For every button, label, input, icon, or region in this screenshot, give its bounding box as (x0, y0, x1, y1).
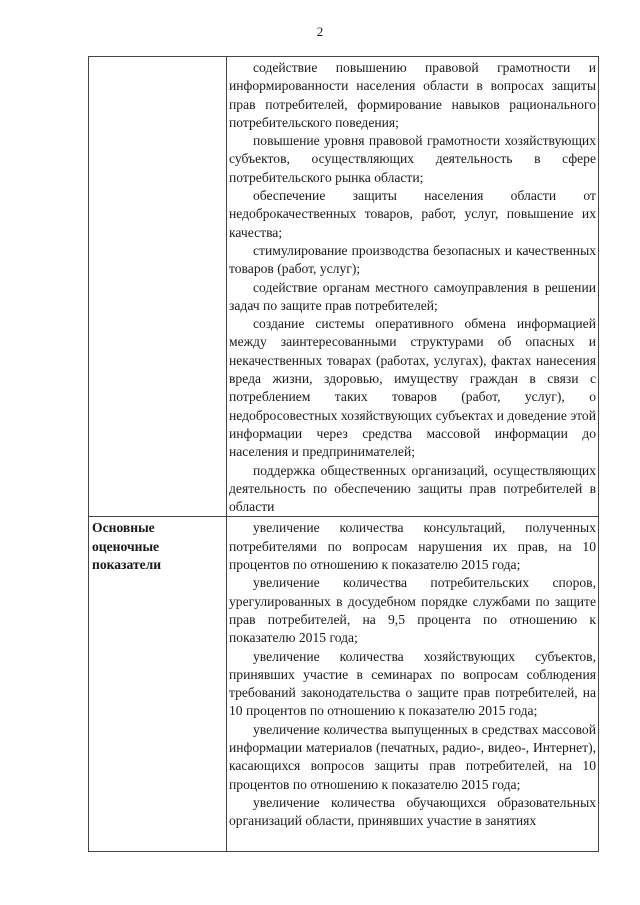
goals-row (89, 57, 599, 517)
goals-content-cell (227, 57, 599, 517)
goal-paragraph: содействие повышению правовой грамотности и информированности населения области в вопросах защиты прав потребителей, формирование навыков рационального потребительского поведения; (229, 60, 596, 130)
indicators-label (89, 517, 226, 574)
indicators-label-line: показатели (92, 557, 162, 573)
goal-paragraph: повышение уровня правовой грамотности хозяйствующих субъектов, осуществляющих деятельность в сфере потребительского рынка области; (229, 133, 596, 185)
goal-paragraph: стимулирование производства безопасных и качественных товаров (работ, услуг); (229, 242, 596, 277)
program-passport-table (88, 56, 599, 852)
indicators-row (89, 517, 599, 852)
goals-label-cell (89, 57, 227, 517)
indicator-paragraph: увеличение количества потребительских споров, урегулированных в досудебном порядке службами по защите прав потребителей, на 9,5 процента по отношению к показателю 2015 года; (229, 575, 596, 646)
indicator-paragraph: увеличение количества консультаций, полученных потребителями по вопросам нарушения их прав, на 10 процентов по отношению к показателю 2015 года; (229, 520, 596, 573)
goal-paragraph: обеспечение защиты населения области от недоброкачественных товаров, работ, услуг, повышение их качества; (229, 188, 596, 240)
indicator-paragraph: увеличение количества выпущенных в средствах массовой информации материалов (печатных, радио-, видео-, Интернет), касающихся вопросов защиты прав потребителей, на 10 процентов по отношению к показателю 2015 года; (229, 721, 596, 792)
goal-paragraph: создание системы оперативного обмена информацией между заинтересованными структурами об опасных и некачественных товарах (работах, услугах), фактах нанесения вреда жизни, здоровью, имуществу граждан в связи с потреблением таких товаров (работ, услуг), о недобросовестных хозяйствующих субъектах и доведение этой информации через средства массовой информации до населения и предпринимателей; (229, 316, 596, 460)
indicators-label-line: оценочные (92, 538, 160, 554)
indicator-paragraph: увеличение количества обучающихся образовательных организаций области, принявших участие в занятиях (229, 794, 596, 829)
goal-paragraph: содействие органам местного самоуправления в решении задач по защите прав потребителей; (229, 279, 596, 313)
goal-paragraph: поддержка общественных организаций, осуществляющих деятельность по обеспечению защиты прав потребителей в области (229, 462, 596, 515)
page-number: 2 (316, 24, 324, 39)
indicators-content-cell (227, 517, 599, 852)
indicators-label-line: Основные (92, 520, 155, 536)
indicators-label-cell (89, 517, 227, 852)
indicator-paragraph: увеличение количества хозяйствующих субъектов, принявших участие в семинарах по вопросам соблюдения требований законодательства о защите прав потребителей, на 10 процентов по отношению к показателю 2015 года; (229, 648, 596, 719)
